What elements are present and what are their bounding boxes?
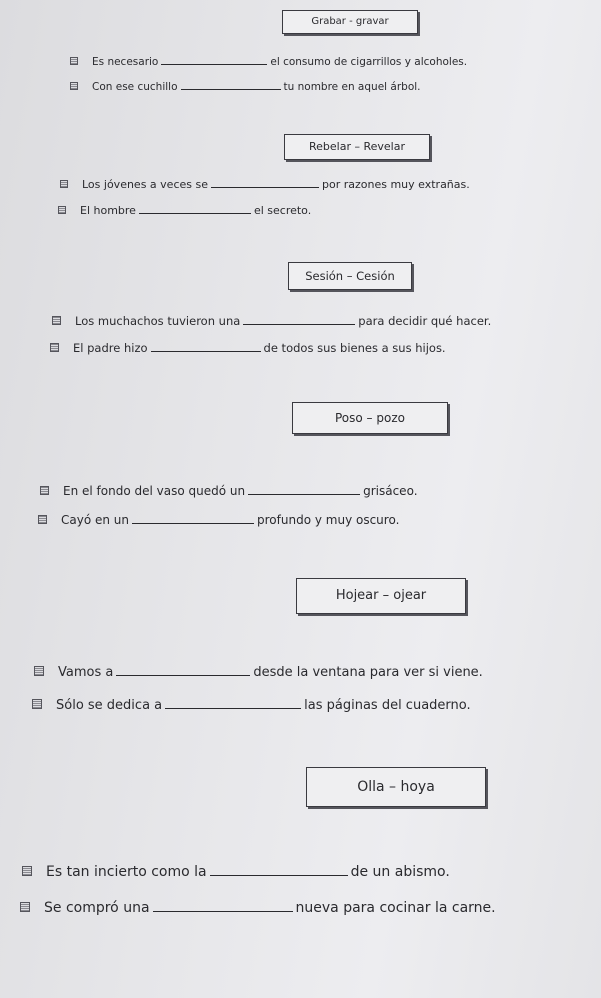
sentence-text-after: nueva para cocinar la carne.: [295, 900, 496, 916]
sentence-text-before: Es tan incierto como la: [46, 864, 207, 880]
sentence-text-after: grisáceo.: [363, 484, 418, 498]
checkbox-bullet: [20, 902, 30, 912]
sentence-6: [50, 341, 446, 355]
checkbox-bullet: [52, 316, 61, 325]
section-title-hojear-ojear: Hojear – ojear: [296, 578, 466, 614]
sentence-text-before: Los jóvenes a veces se: [82, 178, 208, 191]
sentence-7: [40, 484, 418, 498]
checkbox-bullet: [40, 486, 49, 495]
answer-blank[interactable]: [210, 875, 348, 876]
section-title-grabar-gravar: Grabar - gravar: [282, 10, 418, 34]
sentence-9: [34, 665, 483, 680]
sentence-text-before: El padre hizo: [73, 341, 148, 355]
sentence-10: [32, 698, 471, 713]
answer-blank[interactable]: [132, 523, 254, 524]
sentence-text-before: Vamos a: [58, 665, 114, 680]
answer-blank[interactable]: [151, 351, 261, 352]
sentence-text-after: por razones muy extrañas.: [321, 178, 470, 191]
answer-blank[interactable]: [116, 675, 250, 676]
checkbox-bullet: [58, 206, 66, 214]
checkbox-bullet: [60, 180, 68, 188]
sentence-text-after: para decidir qué hacer.: [358, 314, 492, 328]
sentence-11: [22, 864, 450, 880]
section-title-olla-hoya: Olla – hoya: [306, 767, 486, 807]
sentence-text-after: desde la ventana para ver si viene.: [253, 665, 483, 680]
checkbox-bullet: [50, 343, 59, 352]
answer-blank[interactable]: [243, 324, 355, 325]
sentence-text-after: el consumo de cigarrillos y alcoholes.: [270, 56, 468, 68]
sentence-1: [70, 56, 467, 68]
answer-blank[interactable]: [161, 64, 267, 65]
section-title-sesion-cesion: Sesión – Cesión: [288, 262, 412, 290]
sentence-8: [38, 513, 399, 527]
checkbox-bullet: [32, 699, 42, 709]
sentence-text-after: de un abismo.: [350, 864, 450, 880]
answer-blank[interactable]: [211, 187, 319, 188]
sentence-4: [58, 204, 311, 217]
sentence-text-before: Con ese cuchillo: [92, 81, 178, 93]
checkbox-bullet: [22, 866, 32, 876]
checkbox-bullet: [38, 515, 47, 524]
sentence-text-after: profundo y muy oscuro.: [257, 513, 400, 527]
sentence-3: [60, 178, 470, 191]
sentence-text-before: Es necesario: [92, 56, 159, 68]
sentence-text-before: En el fondo del vaso quedó un: [63, 484, 246, 498]
sentence-text-before: El hombre: [80, 204, 136, 217]
checkbox-bullet: [34, 666, 44, 676]
sentence-2: [70, 81, 421, 93]
checkbox-bullet: [70, 57, 78, 65]
sentence-12: [20, 900, 496, 916]
section-title-poso-pozo: Poso – pozo: [292, 402, 448, 434]
answer-blank[interactable]: [165, 708, 301, 709]
sentence-text-after: de todos sus bienes a sus hijos.: [263, 341, 446, 355]
answer-blank[interactable]: [181, 89, 281, 90]
sentence-text-after: el secreto.: [253, 204, 312, 217]
sentence-text-after: tu nombre en aquel árbol.: [283, 81, 421, 93]
sentence-text-after: las páginas del cuaderno.: [304, 698, 471, 713]
sentence-text-before: Cayó en un: [61, 513, 130, 527]
answer-blank[interactable]: [139, 213, 251, 214]
sentence-5: [52, 314, 491, 328]
sentence-text-before: Sólo se dedica a: [56, 698, 163, 713]
answer-blank[interactable]: [153, 911, 293, 912]
sentence-text-before: Se compró una: [44, 900, 150, 916]
sentence-text-before: Los muchachos tuvieron una: [75, 314, 241, 328]
checkbox-bullet: [70, 82, 78, 90]
section-title-rebelar-revelar: Rebelar – Revelar: [284, 134, 430, 160]
answer-blank[interactable]: [248, 494, 360, 495]
